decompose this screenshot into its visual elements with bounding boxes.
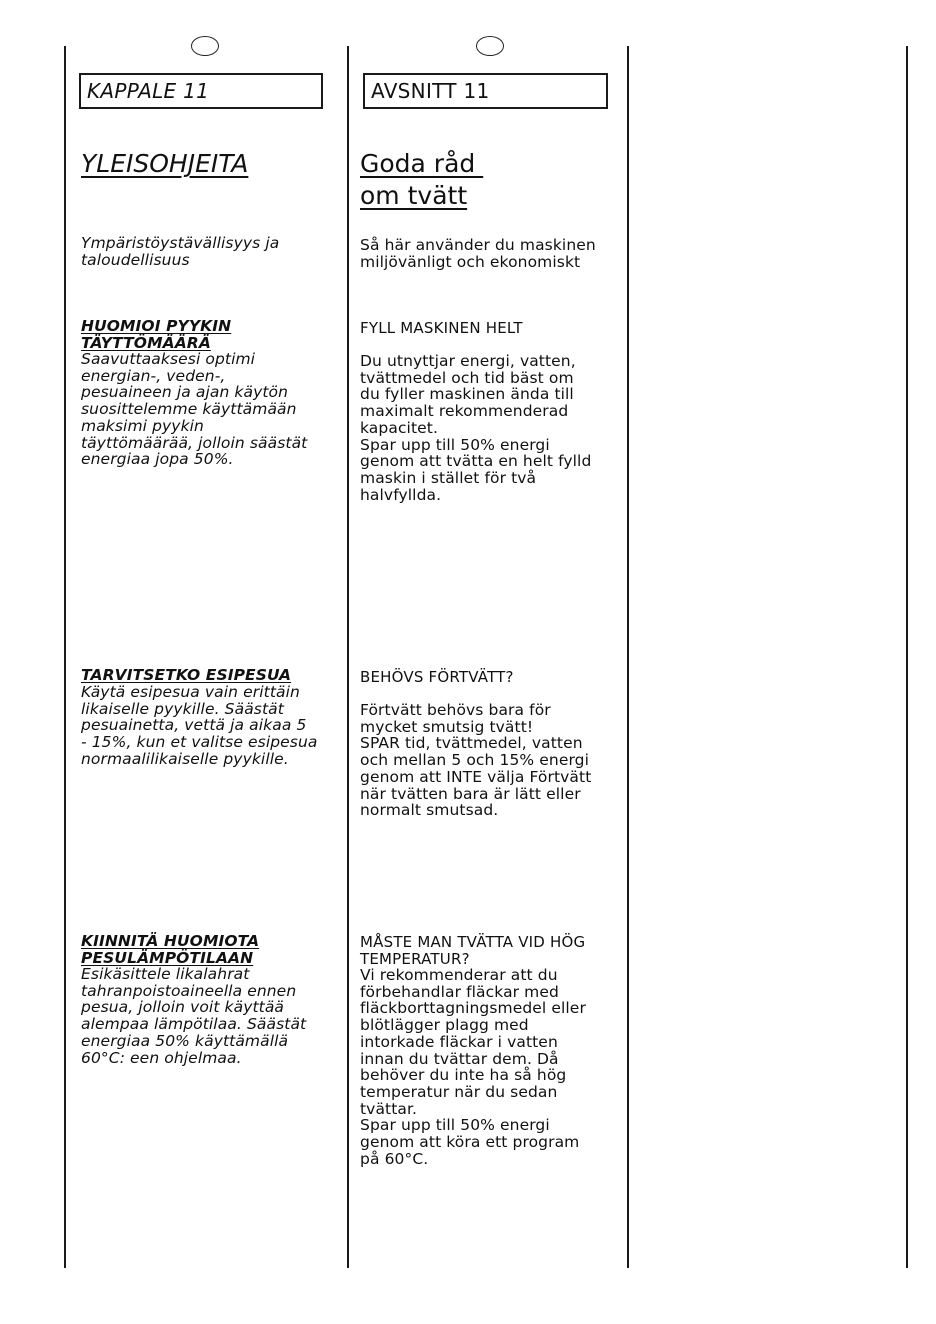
subtitle-sv: Så här använder du maskinen miljövänligt och ekonomiskt xyxy=(360,236,596,271)
section-heading-fi-prewash: TARVITSETKO ESIPESUA xyxy=(81,666,292,684)
subtitle-fi: Ympäristöystävällisyys ja taloudellisuus xyxy=(81,234,280,269)
chapter-box-sv: AVSNITT 11 xyxy=(363,73,608,109)
page-title-fi: YLEISOHJEITA xyxy=(81,149,249,178)
section-body-fi-temperature: Esikäsittele likalahrat tahranpoistoaineella ennen pesua, jolloin voit käyttää alempaa lämpötilaa. Säästät energiaa 50% käyttämällä 60°C: een ohjelmaa. xyxy=(81,965,307,1067)
chapter-box-fi: KAPPALE 11 xyxy=(79,73,323,109)
section-body-sv-temperature: Vi rekommenderar att du förbehandlar fläckar med fläckborttagningsmedel eller blötlägger plagg med intorkade fläckar i vatten innan du tvättar dem. Då behöver du inte ha så hög temperatur när du sedan tvättar. Spar upp till 50% energi genom att köra ett program på 60°C. xyxy=(360,966,586,1168)
column-rule-middle xyxy=(347,46,349,1268)
section-heading-sv-prewash: BEHÖVS FÖRTVÄTT? xyxy=(360,668,514,686)
section-body-sv-load: Du utnyttjar energi, vatten, tvättmedel och tid bäst om du fyller maskinen ända till maximalt rekommenderad kapacitet. Spar upp till 50% energi genom att tvätta en helt fylld maskin i stället för två halvfyllda. xyxy=(360,352,592,504)
section-body-fi-prewash: Käytä esipesua vain erittäin likaiselle pyykille. Säästät pesuainetta, vettä ja aikaa 5 - 15%, kun et valitse esipesua normaalilikaiselle pyykille. xyxy=(81,683,318,768)
section-heading-fi-temperature: KIINNITÄ HUOMIOTA PESULÄMPÖTILAAN xyxy=(81,932,260,967)
section-body-sv-prewash: Förtvätt behövs bara för mycket smutsig tvätt! SPAR tid, tvättmedel, vatten och mellan 5 och 15% energi genom att INTE välja Förtvätt när tvätten bara är lätt eller normalt smutsad. xyxy=(360,701,592,820)
column-rule-left xyxy=(64,46,66,1268)
section-body-fi-load: Saavuttaaksesi optimi energian-, veden-, pesuaineen ja ajan käytön suosittelemme käyttämään maksimi pyykin täyttömäärää, jolloin säästät energiaa jopa 50%. xyxy=(81,350,308,469)
section-heading-sv-load: FYLL MASKINEN HELT xyxy=(360,319,523,337)
section-heading-sv-temperature: MÅSTE MAN TVÄTTA VID HÖG TEMPERATUR? xyxy=(360,933,586,968)
section-heading-fi-load: HUOMIOI PYYKIN TÄYTTÖMÄÄRÄ xyxy=(81,317,232,352)
page-title-sv: Goda råd om tvätt xyxy=(360,149,476,210)
column-rule-right xyxy=(627,46,629,1268)
column-rule-edge xyxy=(906,46,908,1268)
language-circle-sv xyxy=(476,36,504,56)
language-circle-fi xyxy=(191,36,219,56)
